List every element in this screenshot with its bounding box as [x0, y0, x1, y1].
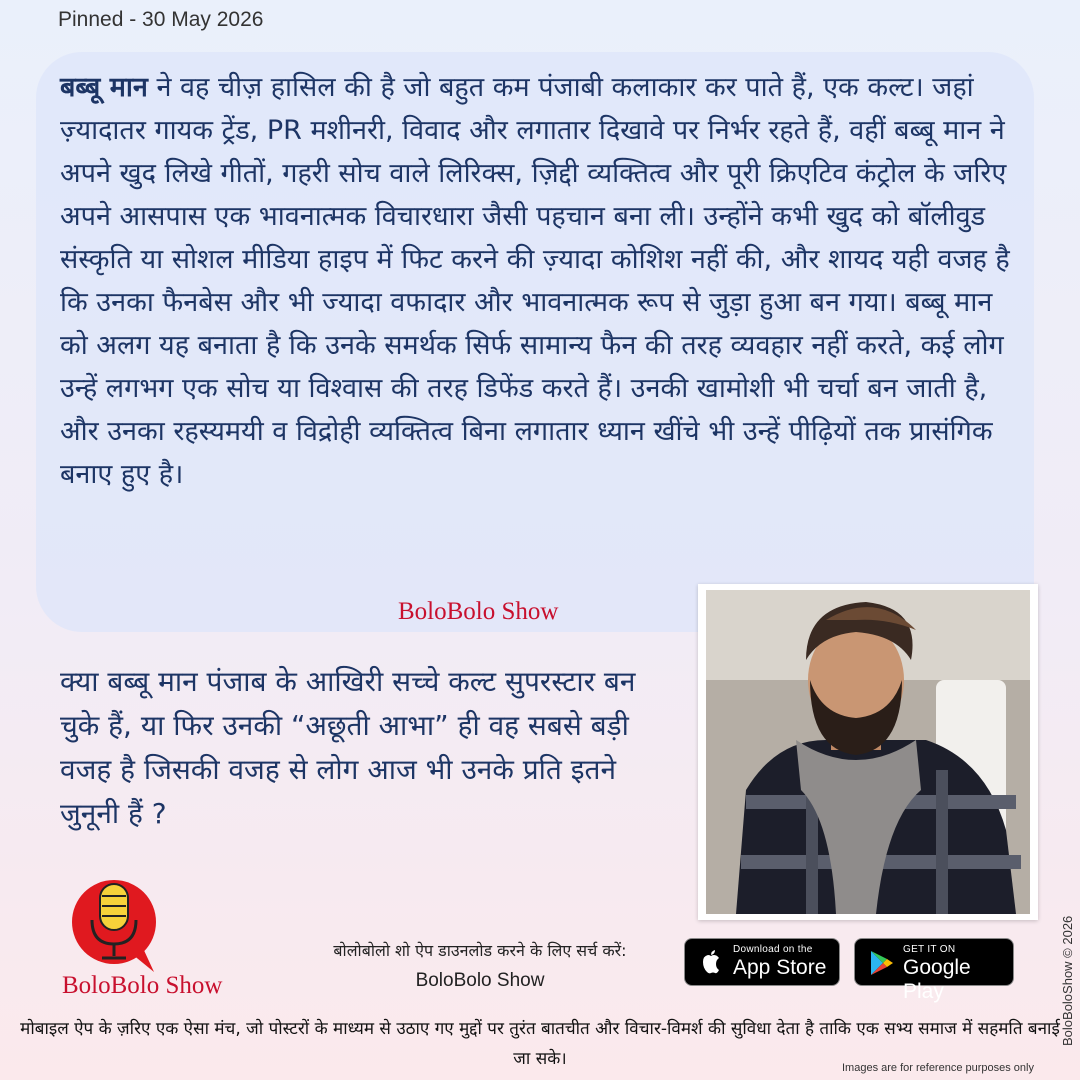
- main-body: ने वह चीज़ हासिल की है जो बहुत कम पंजाबी कलाकार कर पाते हैं, एक कल्ट। जहां ज़्यादातर गायक ट्रेंड, PR मशीनरी, विवाद और लगातार दिखावे पर निर्भर रहते हैं, वहीं बब्बू मान ने अपने खुद लिखे गीतों, गहरी सोच वाले लिरिक्स, ज़िद्दी व्यक्तित्व और पूरी क्रिएटिव कंट्रोल के जरिए अपने आसपास एक भावनात्मक विचारधारा जैसी पहचान बना ली। उन्होंने कभी खुद को बॉलीवुड संस्कृति या सोशल मीडिया हाइप में फिट करने की ज़्यादा कोशिश नहीं की, और शायद यही वजह है कि उनका फैनबेस और भी ज्यादा वफादार और भावनात्मक रूप से जुड़ा हुआ बन गया। बब्बू मान को अलग यह बनाता है कि उनके समर्थक सिर्फ सामान्य फैन की तरह व्यवहार नहीं करते, कई लोग उन्हें लगभग एक सोच या विश्वास की तरह डिफेंड करते हैं। उनकी खामोशी भी चर्चा बन जाती है, और उनका रहस्यमयी व विद्रोही व्यक्तित्व बिना लगातार ध्यान खींचे भी उन्हें पीढ़ियों तक प्रासंगिक बनाए हुए है।: [60, 72, 1010, 490]
- googleplay-big-label: Google Play: [903, 956, 971, 1003]
- photo-frame: [698, 584, 1038, 920]
- main-paragraph: [60, 66, 1010, 496]
- download-prompt: बोलोबोलो शो ऐप डाउनलोड करने के लिए सर्च करें:: [333, 941, 627, 960]
- appstore-big-label: App Store: [733, 956, 827, 979]
- brand-watermark: BoloBolo Show: [398, 598, 559, 625]
- google-play-icon: [867, 949, 895, 977]
- pinned-date: Pinned - 30 May 2026: [58, 8, 264, 31]
- app-store-button[interactable]: [684, 938, 840, 986]
- appstore-small-label: Download on the: [733, 944, 813, 955]
- logo-text: BoloBolo Show: [62, 972, 223, 999]
- download-app-name: BoloBolo Show: [415, 970, 545, 991]
- googleplay-small-label: GET IT ON: [903, 944, 956, 955]
- microphone-chat-icon: [62, 876, 172, 976]
- artist-photo: [706, 590, 1030, 914]
- apple-icon: [697, 949, 725, 977]
- question-text: क्या बब्बू मान पंजाब के आखिरी सच्चे कल्ट सुपरस्टार बन चुके हैं, या फिर उनकी “अछूती आभा” ही वह सबसे बड़ी वजह है जिसकी वजह से लोग आज भी उनके प्रति इतने जुनूनी हैं ?: [60, 665, 636, 830]
- copyright-text: BoloBoloShow © 2026: [1060, 915, 1075, 1046]
- disclaimer-text: Images are for reference purposes only: [842, 1062, 1034, 1074]
- footer-description: मोबाइल ऐप के ज़रिए एक ऐसा मंच, जो पोस्टरों के माध्यम से उठाए गए मुद्दों पर तुरंत बातचीत और विचार-विमर्श की सुविधा देता है ताकि एक सभ्य समाज में सहमति बनाई जा सके।: [20, 1019, 1060, 1069]
- google-play-button[interactable]: [854, 938, 1014, 1003]
- artist-name: बब्बू मान: [60, 72, 148, 103]
- download-instructions: [290, 936, 670, 996]
